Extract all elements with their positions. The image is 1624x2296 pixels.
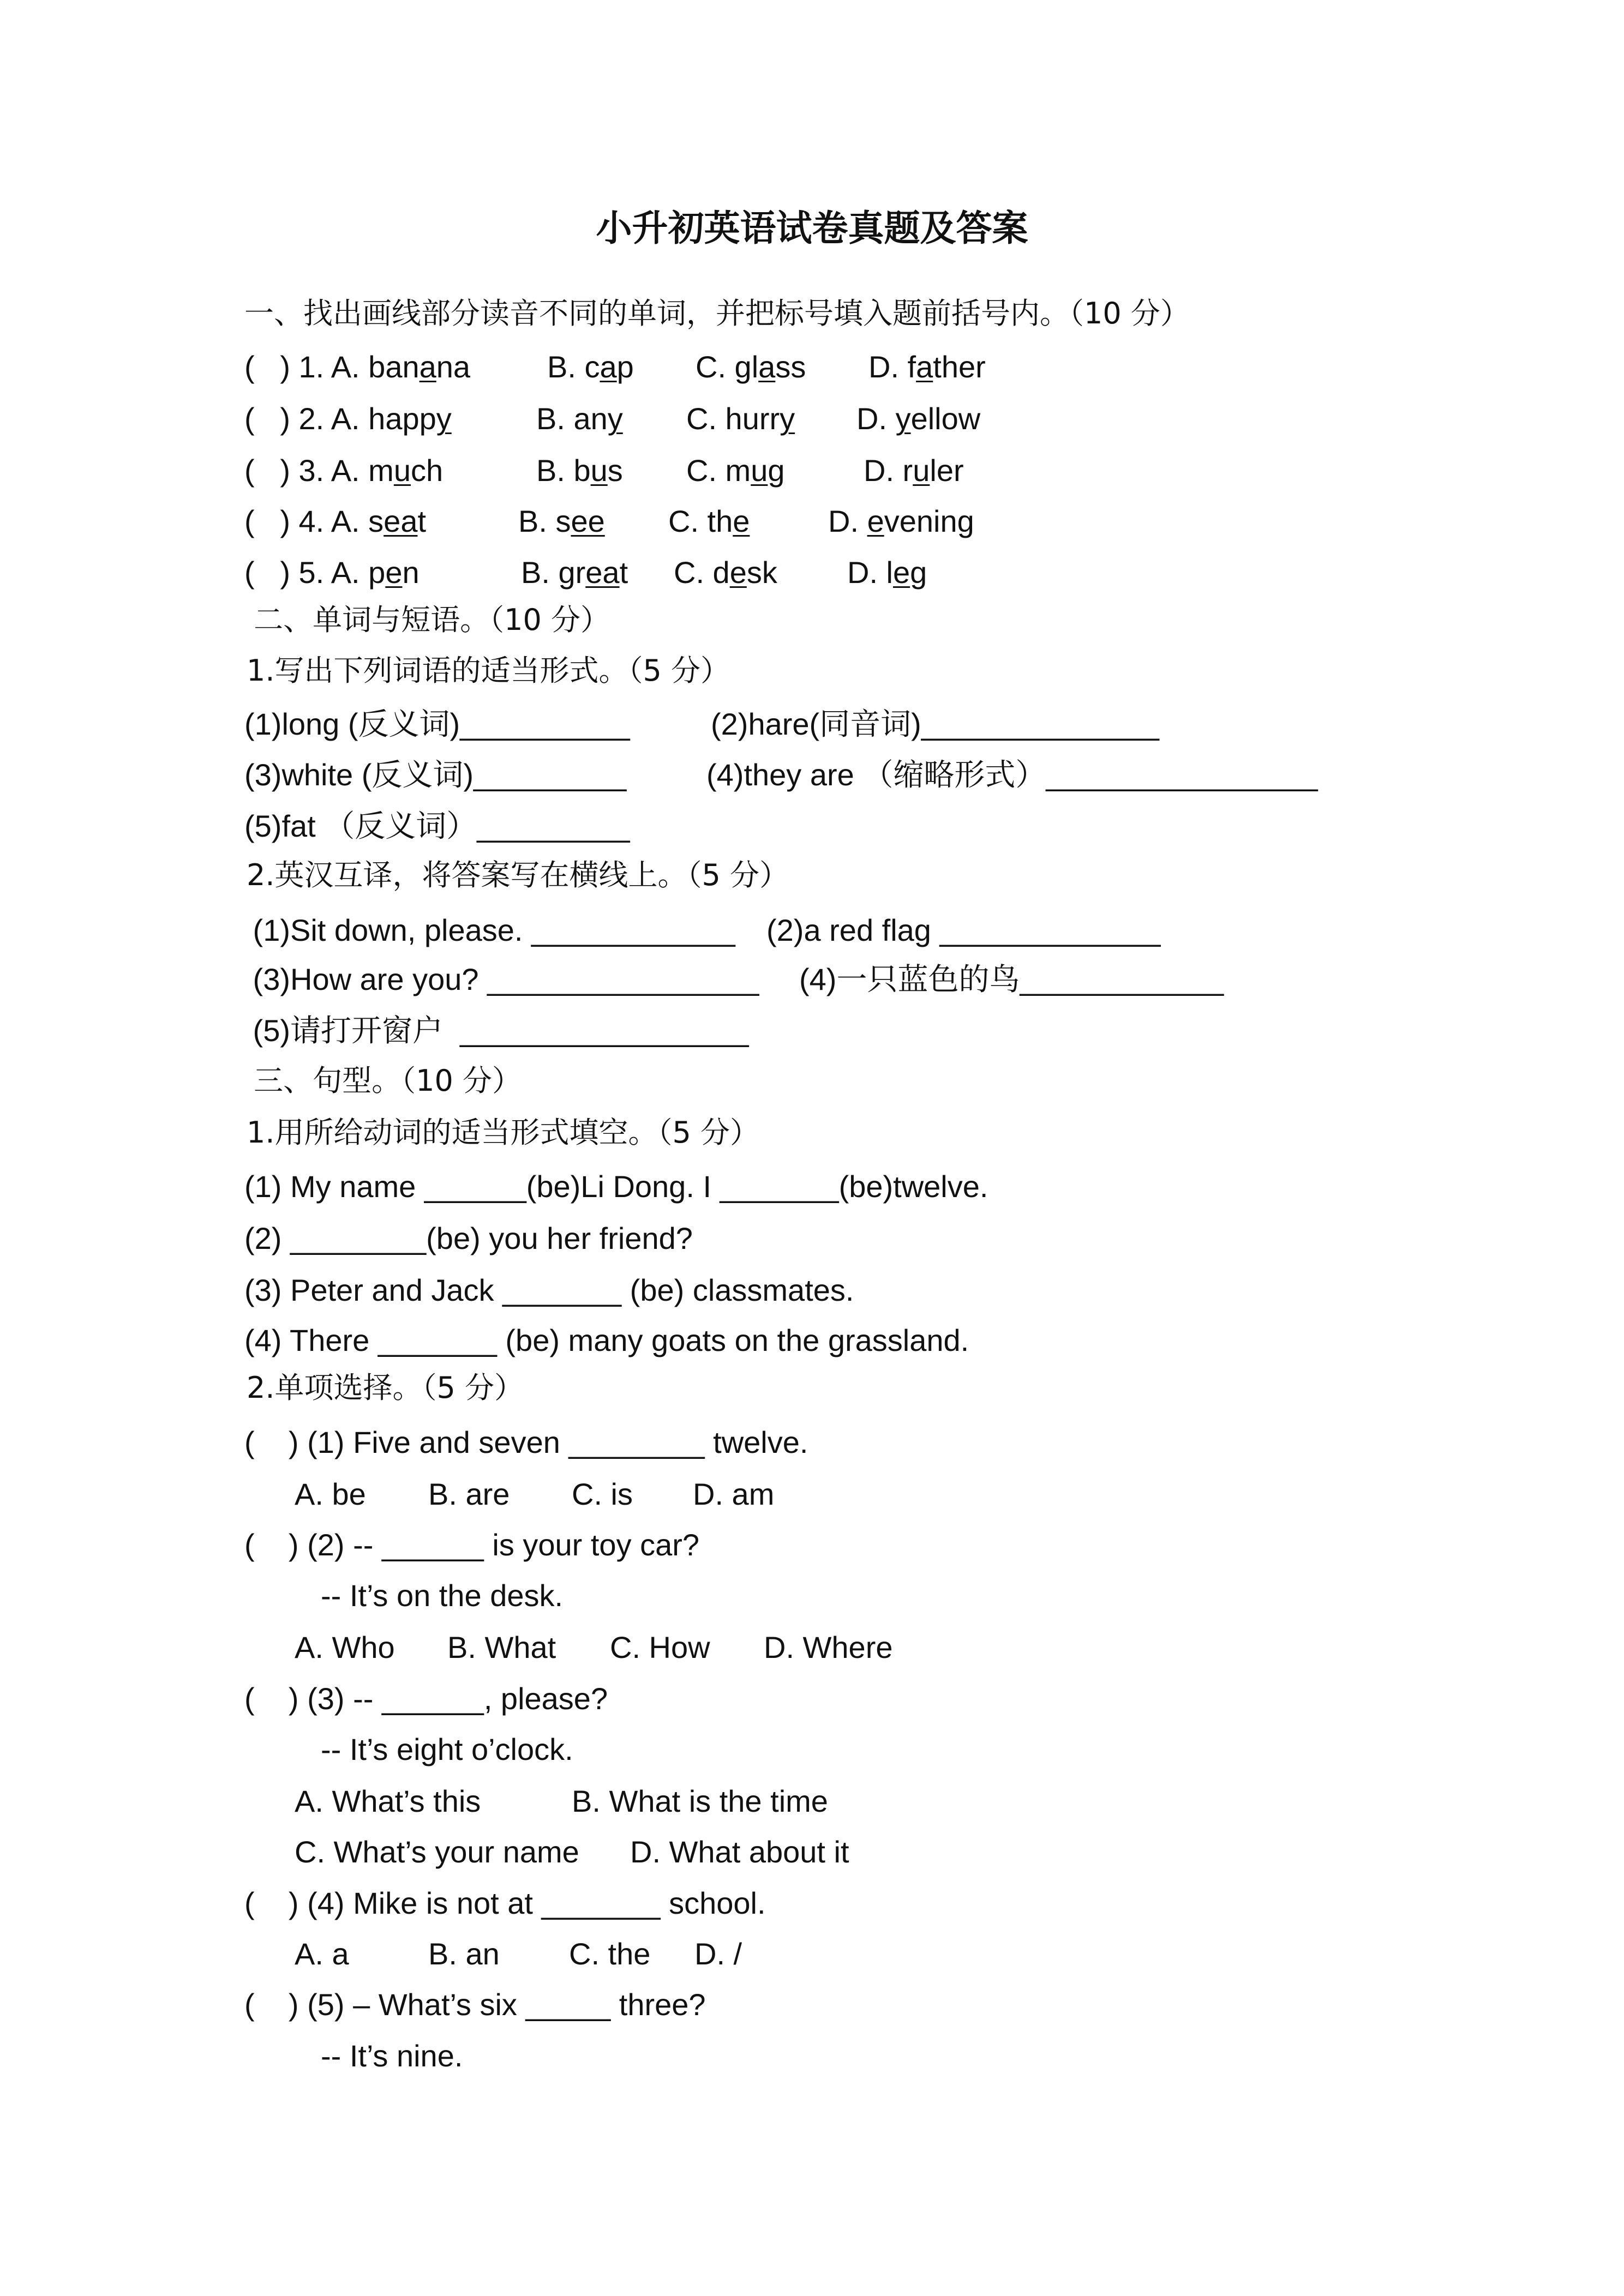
- form-item-2: (2)hare(同音词)______________: [711, 707, 1159, 741]
- underlined-part: y: [607, 401, 623, 436]
- underlined-part: a: [916, 350, 933, 384]
- underlined-part: e: [385, 555, 403, 590]
- mc-option: A. a: [295, 1937, 349, 1971]
- underlined-part: y: [436, 401, 452, 436]
- option-b: B. any: [536, 401, 623, 436]
- item-number: ( ) 4. A. seat: [244, 504, 427, 538]
- mc-option: D. What about it: [630, 1835, 849, 1869]
- mc-question-3: ( ) (3) -- ______, please?: [244, 1681, 608, 1716]
- page-title: 小升初英语试卷真题及答案: [596, 207, 1028, 249]
- underlined-part: a: [758, 350, 776, 384]
- option-c: C. glass: [696, 350, 806, 384]
- mc-option: C. is: [572, 1477, 633, 1511]
- option-d: D. ruler: [864, 453, 964, 488]
- option-d: D. father: [868, 350, 986, 384]
- option-b: B. great: [521, 555, 628, 590]
- underlined-part: e: [893, 555, 910, 590]
- option-d: D. leg: [847, 555, 927, 590]
- item-number: ( ) 5. A. pen: [244, 555, 420, 590]
- part2-sub2: 2.英汉互译，将答案写在横线上。（5 分）: [247, 858, 789, 892]
- item-number: ( ) 3. A. much: [244, 453, 444, 488]
- underlined-part: y: [895, 401, 911, 436]
- fill-item-4: (4) There _______ (be) many goats on the grassland.: [244, 1323, 969, 1357]
- part3-heading: 三、句型。（10 分）: [244, 1063, 522, 1098]
- form-item-3: (3)white (反义词)_________: [244, 758, 627, 792]
- part1-heading: 一、找出画线部分读音不同的单词，并把标号填入题前括号内。（10 分）: [244, 296, 1190, 330]
- underlined-part: a: [419, 350, 436, 384]
- mc-option: D. am: [693, 1477, 775, 1511]
- form-item-5: (5)fat （反义词）_________: [244, 809, 630, 843]
- trans-item-4: (4)一只蓝色的鸟____________: [799, 962, 1224, 996]
- fill-item-2: (2) ________(be) you her friend?: [244, 1221, 693, 1255]
- option-c: C. desk: [674, 555, 777, 590]
- trans-item-2: (2)a red flag _____________: [766, 913, 1161, 947]
- mc-question-1: ( ) (1) Five and seven ________ twelve.: [244, 1425, 808, 1459]
- mc-option: A. Who: [295, 1630, 395, 1664]
- trans-item-5: (5)请打开窗户 _________________: [244, 1013, 749, 1048]
- mc-option: A. What’s this: [295, 1784, 481, 1818]
- form-item-4: (4)they are （缩略形式）________________: [706, 758, 1318, 792]
- option-b: B. cap: [547, 350, 634, 384]
- item-number: ( ) 1. A. banana: [244, 350, 471, 384]
- mc-question-5: ( ) (5) – What’s six _____ three?: [244, 1987, 706, 2022]
- option-b: B. see: [518, 504, 605, 538]
- option-c: C. mug: [686, 453, 785, 488]
- mc-option: B. What: [447, 1630, 556, 1664]
- option-c: C. hurry: [686, 401, 795, 436]
- underlined-part: u: [590, 453, 608, 488]
- underlined-part: e: [867, 504, 884, 538]
- mc-option: B. What is the time: [572, 1784, 828, 1818]
- part3-sub2: 2.单项选择。（5 分）: [247, 1371, 524, 1405]
- mc-option: D. /: [694, 1937, 742, 1971]
- mc-option: C. the: [569, 1937, 651, 1971]
- fill-item-3: (3) Peter and Jack _______ (be) classmates.: [244, 1273, 854, 1307]
- underlined-part: e: [729, 555, 747, 590]
- underlined-part: ea: [383, 504, 418, 538]
- underlined-part: u: [393, 453, 411, 488]
- underlined-part: ea: [585, 555, 620, 590]
- option-c: C. the: [668, 504, 750, 538]
- underlined-part: e: [733, 504, 750, 538]
- form-item-1: (1)long (反义词)__________: [244, 707, 630, 741]
- underlined-part: ee: [571, 504, 605, 538]
- option-b: B. bus: [536, 453, 623, 488]
- part2-heading: 二、单词与短语。（10 分）: [244, 603, 610, 637]
- underlined-part: u: [751, 453, 768, 488]
- mc-option: B. are: [428, 1477, 510, 1511]
- mc-answer-line: -- It’s on the desk.: [321, 1578, 564, 1613]
- trans-item-3: (3)How are you? ________________: [244, 962, 759, 996]
- mc-option: C. How: [610, 1630, 710, 1664]
- fill-item-1: (1) My name ______(be)Li Dong. I _______(be)twelve.: [244, 1169, 988, 1204]
- mc-question-4: ( ) (4) Mike is not at _______ school.: [244, 1886, 766, 1920]
- underlined-part: a: [600, 350, 617, 384]
- underlined-part: y: [780, 401, 795, 436]
- mc-option: D. Where: [764, 1630, 893, 1664]
- trans-item-1: (1)Sit down, please. ____________: [244, 913, 735, 947]
- mc-question-2: ( ) (2) -- ______ is your toy car?: [244, 1528, 700, 1562]
- mc-answer-line: -- It’s nine.: [321, 2039, 463, 2073]
- item-number: ( ) 2. A. happy: [244, 401, 452, 436]
- mc-option: B. an: [428, 1937, 500, 1971]
- mc-answer-line: -- It’s eight o’clock.: [321, 1732, 573, 1766]
- mc-option: C. What’s your name: [295, 1835, 579, 1869]
- part3-sub1: 1.用所给动词的适当形式填空。（5 分）: [247, 1115, 760, 1150]
- underlined-part: u: [913, 453, 930, 488]
- mc-option: A. be: [295, 1477, 366, 1511]
- option-d: D. yellow: [856, 401, 981, 436]
- part2-sub1: 1.写出下列词语的适当形式。（5 分）: [247, 653, 730, 688]
- option-d: D. evening: [828, 504, 974, 538]
